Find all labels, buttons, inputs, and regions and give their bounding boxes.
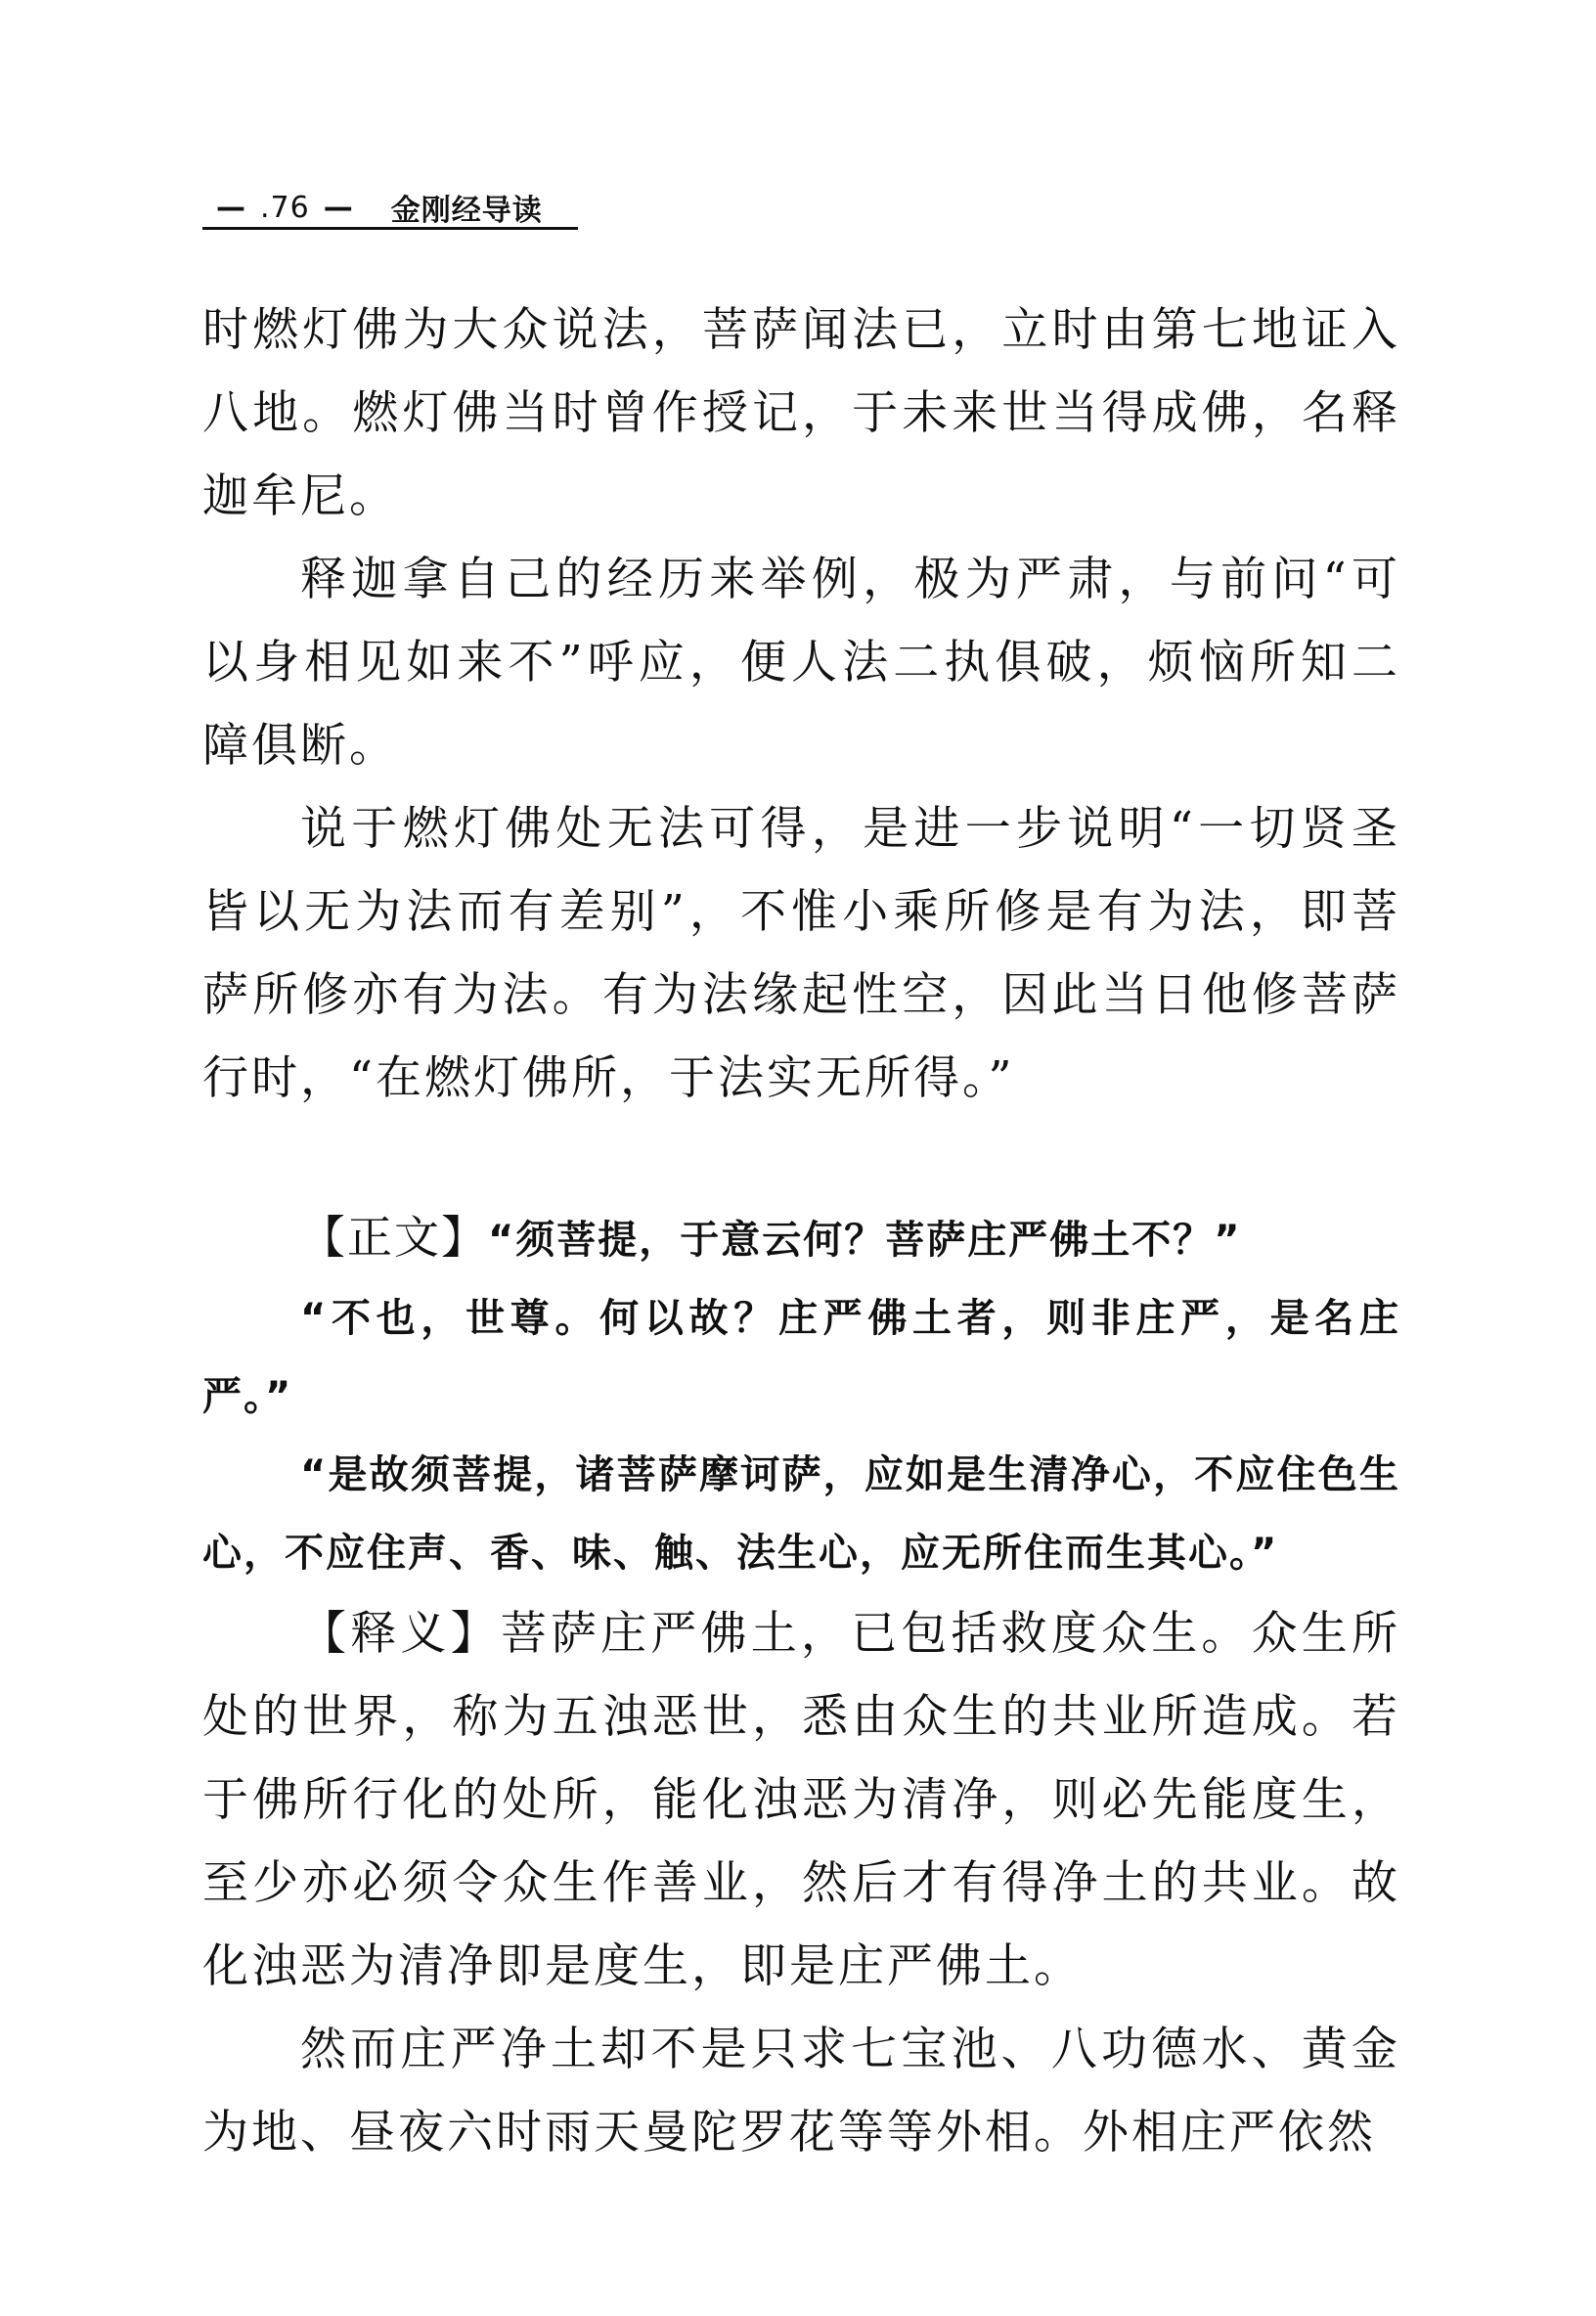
scripture-label: 【正文】: [300, 1211, 488, 1264]
commentary-paragraph: 然而庄严净土却不是只求七宝池、八功德水、黄金为地、昼夜六时雨天曼陀罗花等等外相。外相庄严依然: [202, 2023, 1400, 2160]
header-underline: [202, 227, 578, 230]
scripture-line: “是故须菩提，诸菩萨摩诃萨，应如是生清净心，不应住色生心，不应住声、香、味、触、法生心，应无所住而生其心。”: [202, 1452, 1400, 1576]
commentary-text: 菩萨庄严佛土，已包括救度众生。众生所处的世界，称为五浊恶世，悉由众生的共业所造成。若于佛所行化的处所，能化浊恶为清净，则必先能度生，至少亦必须令众生作善业，然后才有得净土的共业。故化浊恶为清净即是度生，即是庄严佛土。: [202, 1607, 1401, 1993]
section-gap: [202, 1120, 1400, 1198]
page-body: [202, 289, 1400, 2174]
scripture-text: “须菩提，于意云何？菩萨庄严佛土不？”: [488, 1218, 1242, 1263]
running-header: [202, 186, 543, 229]
paragraph: 释迦拿自己的经历来举例，极为严肃，与前问“可以身相见如来不”呼应，便人法二执俱破，烦恼所知二障俱断。: [202, 553, 1400, 773]
header-dash-right: —: [323, 190, 354, 225]
scripture-line: “不也，世尊。何以故？庄严佛土者，则非庄严，是名庄严。”: [202, 1296, 1400, 1419]
paragraph-continued: 时燃灯佛为大众说法，菩萨闻法已，立时由第七地证入八地。燃灯佛当时曾作授记，于未来世当得成佛，名释迦牟尼。: [202, 303, 1400, 523]
commentary-label: 【释义】: [300, 1607, 501, 1661]
book-title: 金刚经导读: [390, 194, 543, 228]
page-number: .76: [260, 190, 310, 225]
commentary-paragraph: [202, 1592, 1400, 2008]
paragraph: 说于燃灯佛处无法可得，是进一步说明“一切贤圣皆以无为法而有差别”，不惟小乘所修是有为法，即菩萨所修亦有为法。有为法缘起性空，因此当日他修菩萨行时，“在燃灯佛所，于法实无所得。”: [202, 802, 1400, 1105]
header-dash-left: —: [216, 190, 246, 225]
scripture-line: [202, 1198, 1400, 1279]
